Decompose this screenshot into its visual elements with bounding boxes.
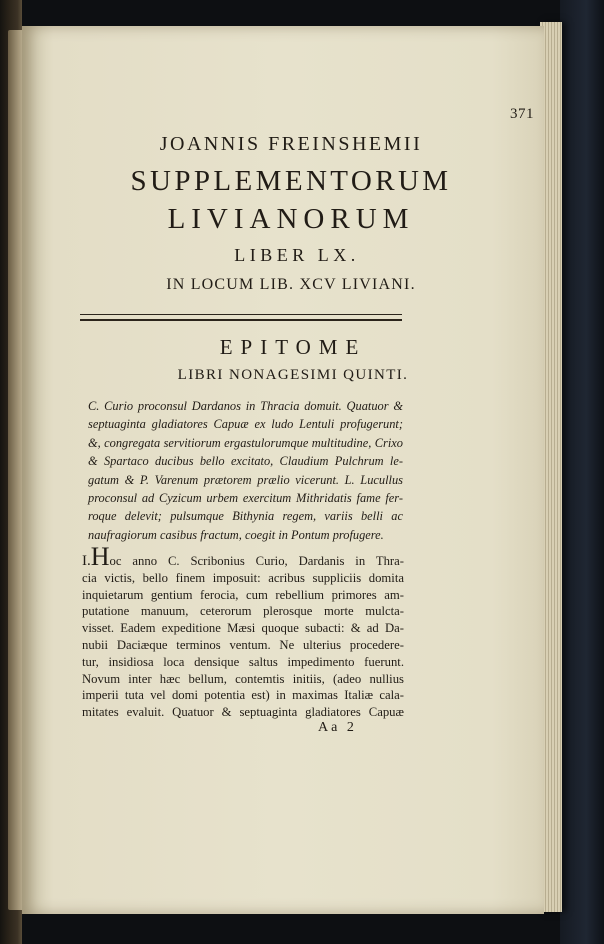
book-page (22, 26, 544, 914)
epitome-summary (88, 397, 403, 544)
double-rule-divider (80, 314, 402, 321)
drop-cap: H (90, 542, 110, 571)
body-line: cia victis, bello finem imposuit: acribus suppliciis domita (82, 570, 404, 585)
section-number: I. (82, 553, 91, 569)
catchword: Aa 2 (318, 720, 357, 735)
epitome-heading: EPITOME (219, 335, 367, 359)
body-line: imperii tuta vel domi potentia est) in maximas Italiæ cala- (82, 688, 404, 703)
epitome-line: & Spartaco ducibus bello excitato, Claudium Pulchrum le- (88, 454, 403, 469)
body-line: visset. Eadem expeditione Mæsi quoque subacti: & ad Da- (82, 621, 404, 636)
body-line: inquietarum gentium ferocia, cum rebellium primores am- (82, 587, 404, 602)
epitome-line: &, congregata servitiorum ergastulorumque multitudine, Crixo (88, 435, 403, 450)
epitome-line: gatum & P. Varenum prætorem prælio vicerunt. L. Lucullus (88, 472, 403, 487)
epitome-subheading: LIBRI NONAGESIMI QUINTI. (177, 367, 409, 383)
body-line: mitates evaluit. Quatuor & septuaginta gladiatores Capuæ (82, 705, 404, 720)
epitome-line: naufragiorum casibus fractum, coegit in Pontum profugere. (88, 527, 384, 542)
body-line: oc anno C. Scribonius Curio, Dardanis in Thra- (109, 554, 404, 568)
epitome-line: proconsul ad Cyzicum urbem exercitum Mithridatis fame fer- (88, 491, 403, 506)
epitome-line: roque delevit; pulsumque Bithynia regem, variis belli ac (88, 509, 403, 524)
epitome-line: septuaginta gladiatores Capuæ ex ludo Lentuli profugerunt; (88, 417, 403, 432)
body-line: Novum inter hæc bellum, contemtis initiis, (adeo nullius (82, 671, 404, 686)
body-line: tur, insidiosa loca densique saltus impedimento fuerunt. (82, 654, 404, 669)
body-paragraph (82, 542, 404, 721)
body-line: putatione manuum, ceterorum plerosque morte mulcta- (82, 604, 404, 619)
liber-heading: LIBER LX. (234, 245, 360, 265)
in-locum-heading: IN LOCUM LIB. XCV LIVIANI. (166, 276, 416, 293)
title-line-2: LIVIANORUM (167, 203, 415, 235)
author-heading: JOANNIS FREINSHEMII (159, 133, 423, 155)
epitome-line: C. Curio proconsul Dardanos in Thracia domuit. Quatuor & (88, 399, 403, 413)
page-number: 371 (510, 106, 534, 122)
body-first-line (82, 542, 404, 571)
title-line-1: SUPPLEMENTORUM (130, 165, 452, 197)
book-cover-edge (560, 0, 604, 944)
body-line: nubii Daciæque terminos ventum. Ne ulterius procedere- (82, 637, 404, 652)
